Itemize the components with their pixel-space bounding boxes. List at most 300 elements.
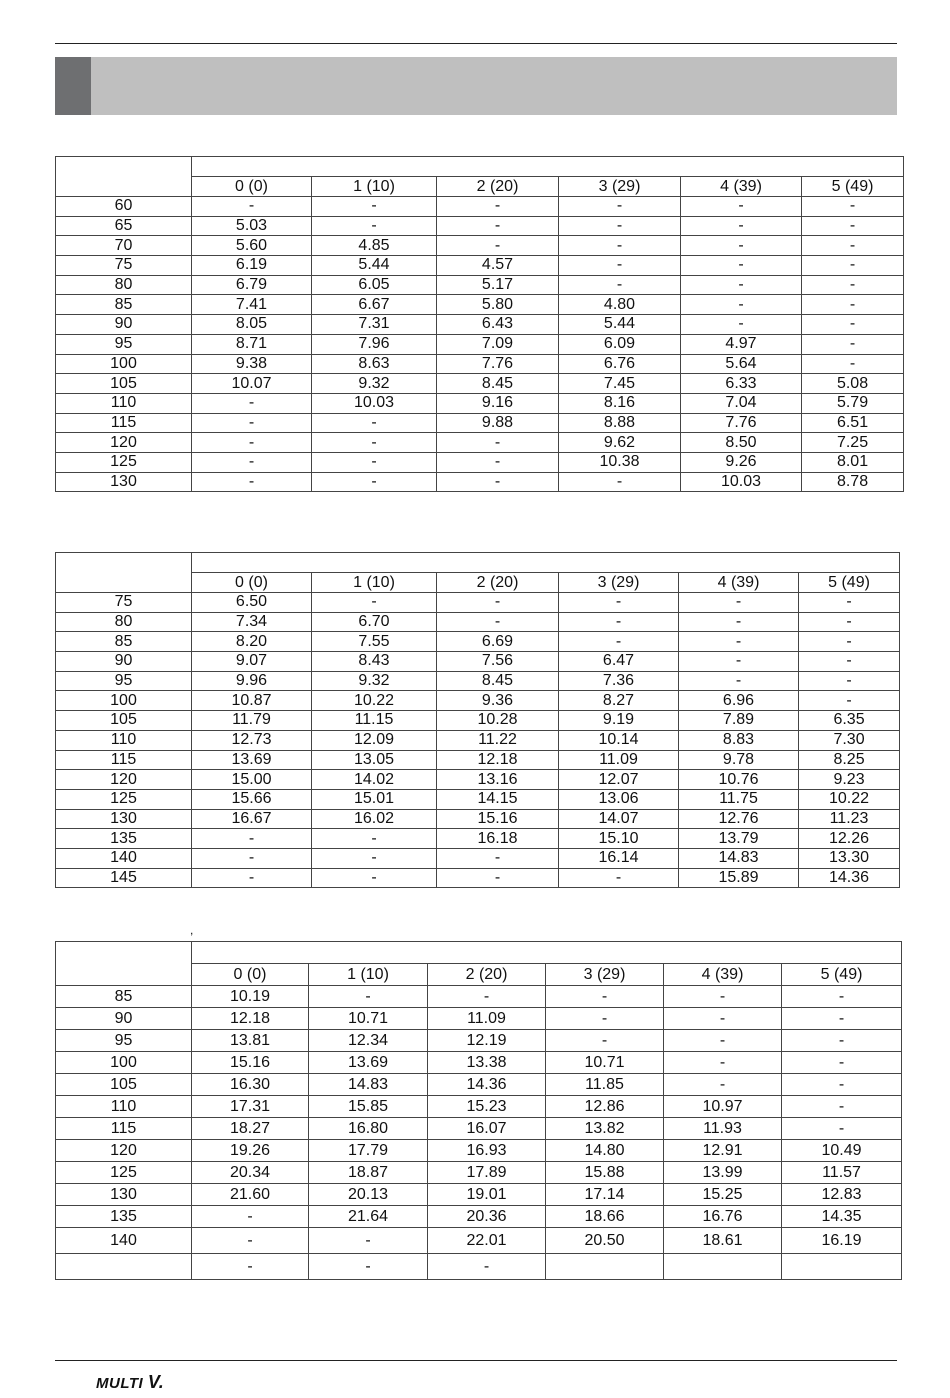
value-cell: 5.17	[437, 275, 559, 295]
value-cell: -	[192, 413, 312, 433]
data-table-3	[55, 941, 902, 1280]
value-cell: 7.36	[559, 671, 679, 691]
table-row	[56, 295, 904, 315]
table-row	[56, 1254, 902, 1280]
value-cell: 13.38	[428, 1052, 546, 1074]
row-label-cell: 85	[56, 986, 192, 1008]
row-label-cell: 100	[56, 1052, 192, 1074]
value-cell: 8.05	[192, 315, 312, 335]
value-cell: 4.85	[312, 236, 437, 256]
value-cell: 8.88	[559, 413, 681, 433]
value-cell: 15.88	[546, 1162, 664, 1184]
value-cell: 5.03	[192, 216, 312, 236]
value-cell: 12.19	[428, 1030, 546, 1052]
value-cell: -	[192, 452, 312, 472]
value-cell: 16.30	[192, 1074, 309, 1096]
value-cell: -	[802, 334, 904, 354]
value-cell	[546, 1254, 664, 1280]
value-cell: -	[802, 354, 904, 374]
value-cell: 7.34	[192, 612, 312, 632]
row-label-cell: 125	[56, 1162, 192, 1184]
table-row	[56, 1030, 902, 1052]
row-label-cell: 100	[56, 691, 192, 711]
value-cell: 18.61	[664, 1228, 782, 1254]
table-row	[56, 1228, 902, 1254]
value-cell: 6.51	[802, 413, 904, 433]
value-cell: 19.01	[428, 1184, 546, 1206]
value-cell: 9.96	[192, 671, 312, 691]
table-row	[56, 374, 904, 394]
value-cell: 13.82	[546, 1118, 664, 1140]
column-header: 1 (10)	[312, 573, 437, 593]
value-cell: 13.30	[799, 848, 900, 868]
value-cell: 13.79	[679, 829, 799, 849]
value-cell: 10.87	[192, 691, 312, 711]
value-cell: -	[312, 472, 437, 492]
value-cell: 9.32	[312, 671, 437, 691]
table-row	[56, 593, 900, 613]
value-cell: -	[437, 868, 559, 888]
table-row	[56, 612, 900, 632]
value-cell: -	[312, 848, 437, 868]
value-cell: -	[799, 652, 900, 672]
value-cell: 15.00	[192, 770, 312, 790]
value-cell: 7.76	[681, 413, 802, 433]
column-header: 5 (49)	[799, 573, 900, 593]
value-cell: -	[437, 612, 559, 632]
value-cell: -	[802, 216, 904, 236]
value-cell: -	[428, 986, 546, 1008]
table-row	[56, 829, 900, 849]
value-cell: 13.99	[664, 1162, 782, 1184]
value-cell: 12.34	[309, 1030, 428, 1052]
value-cell: -	[681, 197, 802, 217]
value-cell: 15.10	[559, 829, 679, 849]
table-row	[56, 809, 900, 829]
value-cell: 6.35	[799, 711, 900, 731]
value-cell: -	[799, 593, 900, 613]
value-cell: 4.80	[559, 295, 681, 315]
table3-caption: ,	[190, 923, 194, 937]
value-cell: 20.50	[546, 1228, 664, 1254]
table-row	[56, 275, 904, 295]
value-cell: -	[799, 671, 900, 691]
value-cell: 20.34	[192, 1162, 309, 1184]
value-cell: -	[559, 868, 679, 888]
column-header: 5 (49)	[782, 964, 902, 986]
value-cell: 10.71	[309, 1008, 428, 1030]
value-cell: -	[681, 275, 802, 295]
value-cell: -	[559, 612, 679, 632]
value-cell: -	[312, 216, 437, 236]
value-cell: 6.67	[312, 295, 437, 315]
row-label-cell: 110	[56, 730, 192, 750]
value-cell: 10.03	[681, 472, 802, 492]
table-row	[56, 1074, 902, 1096]
value-cell: -	[559, 275, 681, 295]
value-cell: -	[437, 236, 559, 256]
value-cell: -	[679, 671, 799, 691]
value-cell: -	[679, 612, 799, 632]
row-label-cell: 110	[56, 393, 192, 413]
value-cell: 12.91	[664, 1140, 782, 1162]
value-cell: -	[799, 632, 900, 652]
value-cell: -	[437, 197, 559, 217]
value-cell: 21.60	[192, 1184, 309, 1206]
value-cell: 9.38	[192, 354, 312, 374]
value-cell: -	[681, 295, 802, 315]
row-label-cell: 90	[56, 315, 192, 335]
value-cell: -	[802, 275, 904, 295]
value-cell: 6.33	[681, 374, 802, 394]
value-cell: -	[546, 1008, 664, 1030]
value-cell: 16.18	[437, 829, 559, 849]
value-cell: 18.27	[192, 1118, 309, 1140]
table-corner-cell	[56, 942, 192, 986]
value-cell: -	[664, 986, 782, 1008]
value-cell: -	[802, 295, 904, 315]
row-label-cell: 120	[56, 1140, 192, 1162]
table-row	[56, 1118, 902, 1140]
row-label-cell: 95	[56, 334, 192, 354]
value-cell: -	[437, 433, 559, 453]
row-label-cell: 80	[56, 612, 192, 632]
value-cell: -	[802, 315, 904, 335]
table-row	[56, 256, 904, 276]
value-cell: 11.93	[664, 1118, 782, 1140]
value-cell: 11.79	[192, 711, 312, 731]
value-cell: -	[679, 593, 799, 613]
value-cell: 18.66	[546, 1206, 664, 1228]
value-cell: 5.79	[802, 393, 904, 413]
row-label-cell: 75	[56, 256, 192, 276]
row-label-cell: 95	[56, 1030, 192, 1052]
value-cell: 9.36	[437, 691, 559, 711]
value-cell: 8.25	[799, 750, 900, 770]
value-cell: 9.23	[799, 770, 900, 790]
value-cell: 13.69	[192, 750, 312, 770]
value-cell: -	[192, 868, 312, 888]
value-cell: -	[559, 472, 681, 492]
column-header: 1 (10)	[312, 177, 437, 197]
value-cell: -	[312, 452, 437, 472]
value-cell: 17.79	[309, 1140, 428, 1162]
value-cell: 14.83	[679, 848, 799, 868]
value-cell: 15.16	[192, 1052, 309, 1074]
value-cell: 16.19	[782, 1228, 902, 1254]
table-corner-cell	[56, 553, 192, 593]
value-cell: 14.15	[437, 789, 559, 809]
value-cell: 8.43	[312, 652, 437, 672]
value-cell: 15.66	[192, 789, 312, 809]
value-cell: 14.36	[799, 868, 900, 888]
row-label-cell: 145	[56, 868, 192, 888]
value-cell: 6.96	[679, 691, 799, 711]
value-cell: -	[192, 848, 312, 868]
value-cell: 20.13	[309, 1184, 428, 1206]
column-header: 4 (39)	[681, 177, 802, 197]
table-group-header	[192, 942, 902, 964]
data-table-1	[55, 156, 904, 492]
row-label-cell: 120	[56, 433, 192, 453]
value-cell: 11.85	[546, 1074, 664, 1096]
row-label-cell: 115	[56, 750, 192, 770]
row-label-cell: 60	[56, 197, 192, 217]
value-cell: 9.19	[559, 711, 679, 731]
table-row	[56, 632, 900, 652]
value-cell: -	[782, 1118, 902, 1140]
value-cell: 10.49	[782, 1140, 902, 1162]
table-row	[56, 1008, 902, 1030]
value-cell: -	[664, 1008, 782, 1030]
table-row	[56, 334, 904, 354]
table-row	[56, 671, 900, 691]
value-cell	[664, 1254, 782, 1280]
value-cell: 8.45	[437, 374, 559, 394]
value-cell: 16.07	[428, 1118, 546, 1140]
column-header: 3 (29)	[546, 964, 664, 986]
value-cell: 9.32	[312, 374, 437, 394]
table-row	[56, 472, 904, 492]
value-cell: 10.76	[679, 770, 799, 790]
value-cell: -	[312, 829, 437, 849]
value-cell: 11.09	[428, 1008, 546, 1030]
row-label-cell: 90	[56, 1008, 192, 1030]
column-header: 4 (39)	[679, 573, 799, 593]
value-cell: 5.64	[681, 354, 802, 374]
value-cell: 12.73	[192, 730, 312, 750]
value-cell: -	[664, 1074, 782, 1096]
logo-text: MULTI	[96, 1375, 144, 1392]
table-row	[56, 1162, 902, 1184]
value-cell: -	[192, 472, 312, 492]
table-corner-cell	[56, 157, 192, 197]
value-cell: 6.09	[559, 334, 681, 354]
value-cell: 8.63	[312, 354, 437, 374]
row-label-cell: 80	[56, 275, 192, 295]
value-cell: 8.20	[192, 632, 312, 652]
value-cell: 11.57	[782, 1162, 902, 1184]
value-cell: 12.09	[312, 730, 437, 750]
value-cell: -	[664, 1052, 782, 1074]
value-cell: -	[192, 1254, 309, 1280]
value-cell: 10.38	[559, 452, 681, 472]
value-cell: 10.97	[664, 1096, 782, 1118]
column-header: 1 (10)	[309, 964, 428, 986]
row-label-cell: 85	[56, 295, 192, 315]
value-cell: -	[782, 1008, 902, 1030]
value-cell: -	[192, 1206, 309, 1228]
column-header: 0 (0)	[192, 177, 312, 197]
table-group-header	[192, 553, 900, 573]
value-cell: 8.83	[679, 730, 799, 750]
value-cell: 12.83	[782, 1184, 902, 1206]
value-cell: 10.22	[312, 691, 437, 711]
value-cell: 10.28	[437, 711, 559, 731]
value-cell: 11.75	[679, 789, 799, 809]
value-cell: -	[437, 593, 559, 613]
column-header: 3 (29)	[559, 177, 681, 197]
value-cell: 5.44	[312, 256, 437, 276]
table-row	[56, 691, 900, 711]
row-label-cell: 65	[56, 216, 192, 236]
value-cell: -	[192, 393, 312, 413]
value-cell: 9.88	[437, 413, 559, 433]
value-cell: 5.08	[802, 374, 904, 394]
table-row	[56, 216, 904, 236]
section-banner	[55, 57, 897, 115]
value-cell: 18.87	[309, 1162, 428, 1184]
value-cell: 6.76	[559, 354, 681, 374]
value-cell: -	[782, 1052, 902, 1074]
data-table-2	[55, 552, 900, 888]
value-cell: -	[679, 652, 799, 672]
value-cell: 16.76	[664, 1206, 782, 1228]
value-cell: 15.23	[428, 1096, 546, 1118]
value-cell: 14.36	[428, 1074, 546, 1096]
column-header: 0 (0)	[192, 964, 309, 986]
value-cell: -	[437, 216, 559, 236]
value-cell: 6.19	[192, 256, 312, 276]
value-cell: 8.78	[802, 472, 904, 492]
value-cell: -	[681, 216, 802, 236]
table-row	[56, 354, 904, 374]
value-cell: -	[681, 236, 802, 256]
value-cell: 14.35	[782, 1206, 902, 1228]
table-row	[56, 789, 900, 809]
value-cell: 13.06	[559, 789, 679, 809]
table-row	[56, 413, 904, 433]
value-cell: -	[782, 1030, 902, 1052]
table-row	[56, 433, 904, 453]
table-row	[56, 1052, 902, 1074]
value-cell: 16.67	[192, 809, 312, 829]
value-cell: -	[782, 1074, 902, 1096]
value-cell: -	[802, 256, 904, 276]
value-cell: 8.71	[192, 334, 312, 354]
brand-logo	[96, 1372, 164, 1393]
row-label-cell: 140	[56, 848, 192, 868]
value-cell: -	[312, 593, 437, 613]
value-cell: 7.45	[559, 374, 681, 394]
value-cell: 20.36	[428, 1206, 546, 1228]
row-label-cell: 115	[56, 413, 192, 433]
value-cell: 4.97	[681, 334, 802, 354]
value-cell: 14.07	[559, 809, 679, 829]
column-header: 4 (39)	[664, 964, 782, 986]
value-cell: 7.41	[192, 295, 312, 315]
value-cell: 6.47	[559, 652, 679, 672]
column-header: 0 (0)	[192, 573, 312, 593]
value-cell: 9.62	[559, 433, 681, 453]
banner-tab	[55, 57, 91, 115]
value-cell: 7.96	[312, 334, 437, 354]
value-cell: 10.19	[192, 986, 309, 1008]
value-cell: 11.15	[312, 711, 437, 731]
value-cell: -	[546, 1030, 664, 1052]
value-cell: 8.01	[802, 452, 904, 472]
row-label-cell: 140	[56, 1228, 192, 1254]
value-cell: 17.89	[428, 1162, 546, 1184]
row-label-cell: 70	[56, 236, 192, 256]
value-cell: 12.07	[559, 770, 679, 790]
row-label-cell: 115	[56, 1118, 192, 1140]
value-cell: -	[312, 413, 437, 433]
column-header: 2 (20)	[428, 964, 546, 986]
row-label-cell: 135	[56, 1206, 192, 1228]
value-cell: -	[681, 256, 802, 276]
value-cell: -	[782, 986, 902, 1008]
value-cell: -	[192, 197, 312, 217]
value-cell: 7.30	[799, 730, 900, 750]
value-cell: 6.79	[192, 275, 312, 295]
row-label-cell: 130	[56, 1184, 192, 1206]
value-cell: -	[559, 197, 681, 217]
value-cell: 6.69	[437, 632, 559, 652]
row-label-cell: 135	[56, 829, 192, 849]
value-cell: 14.80	[546, 1140, 664, 1162]
value-cell: 9.07	[192, 652, 312, 672]
top-rule	[55, 43, 897, 44]
value-cell: 12.76	[679, 809, 799, 829]
value-cell: 6.05	[312, 275, 437, 295]
value-cell: 8.16	[559, 393, 681, 413]
value-cell: 13.16	[437, 770, 559, 790]
value-cell: -	[192, 433, 312, 453]
value-cell: 13.05	[312, 750, 437, 770]
value-cell: -	[799, 691, 900, 711]
table-row	[56, 1184, 902, 1206]
value-cell: 14.02	[312, 770, 437, 790]
value-cell: 15.89	[679, 868, 799, 888]
value-cell: -	[681, 315, 802, 335]
value-cell: -	[559, 593, 679, 613]
value-cell: 14.83	[309, 1074, 428, 1096]
table-row	[56, 711, 900, 731]
row-label-cell: 100	[56, 354, 192, 374]
value-cell: 17.31	[192, 1096, 309, 1118]
value-cell: -	[309, 1254, 428, 1280]
value-cell: -	[437, 848, 559, 868]
value-cell: 12.18	[192, 1008, 309, 1030]
row-label-cell: 125	[56, 452, 192, 472]
row-label-cell: 105	[56, 374, 192, 394]
value-cell: 7.89	[679, 711, 799, 731]
row-label-cell: 130	[56, 809, 192, 829]
table-row	[56, 1096, 902, 1118]
value-cell: -	[559, 256, 681, 276]
value-cell: 7.31	[312, 315, 437, 335]
table-row	[56, 393, 904, 413]
row-label-cell: 95	[56, 671, 192, 691]
value-cell: 12.26	[799, 829, 900, 849]
row-label-cell: 125	[56, 789, 192, 809]
value-cell: 9.16	[437, 393, 559, 413]
value-cell: 15.25	[664, 1184, 782, 1206]
value-cell: 13.81	[192, 1030, 309, 1052]
value-cell: 7.76	[437, 354, 559, 374]
value-cell: -	[679, 632, 799, 652]
value-cell: 16.80	[309, 1118, 428, 1140]
value-cell: 6.43	[437, 315, 559, 335]
column-header: 2 (20)	[437, 573, 559, 593]
value-cell: 8.50	[681, 433, 802, 453]
row-label-cell: 120	[56, 770, 192, 790]
value-cell: 16.02	[312, 809, 437, 829]
row-label-cell: 90	[56, 652, 192, 672]
value-cell: -	[799, 612, 900, 632]
table-row	[56, 452, 904, 472]
